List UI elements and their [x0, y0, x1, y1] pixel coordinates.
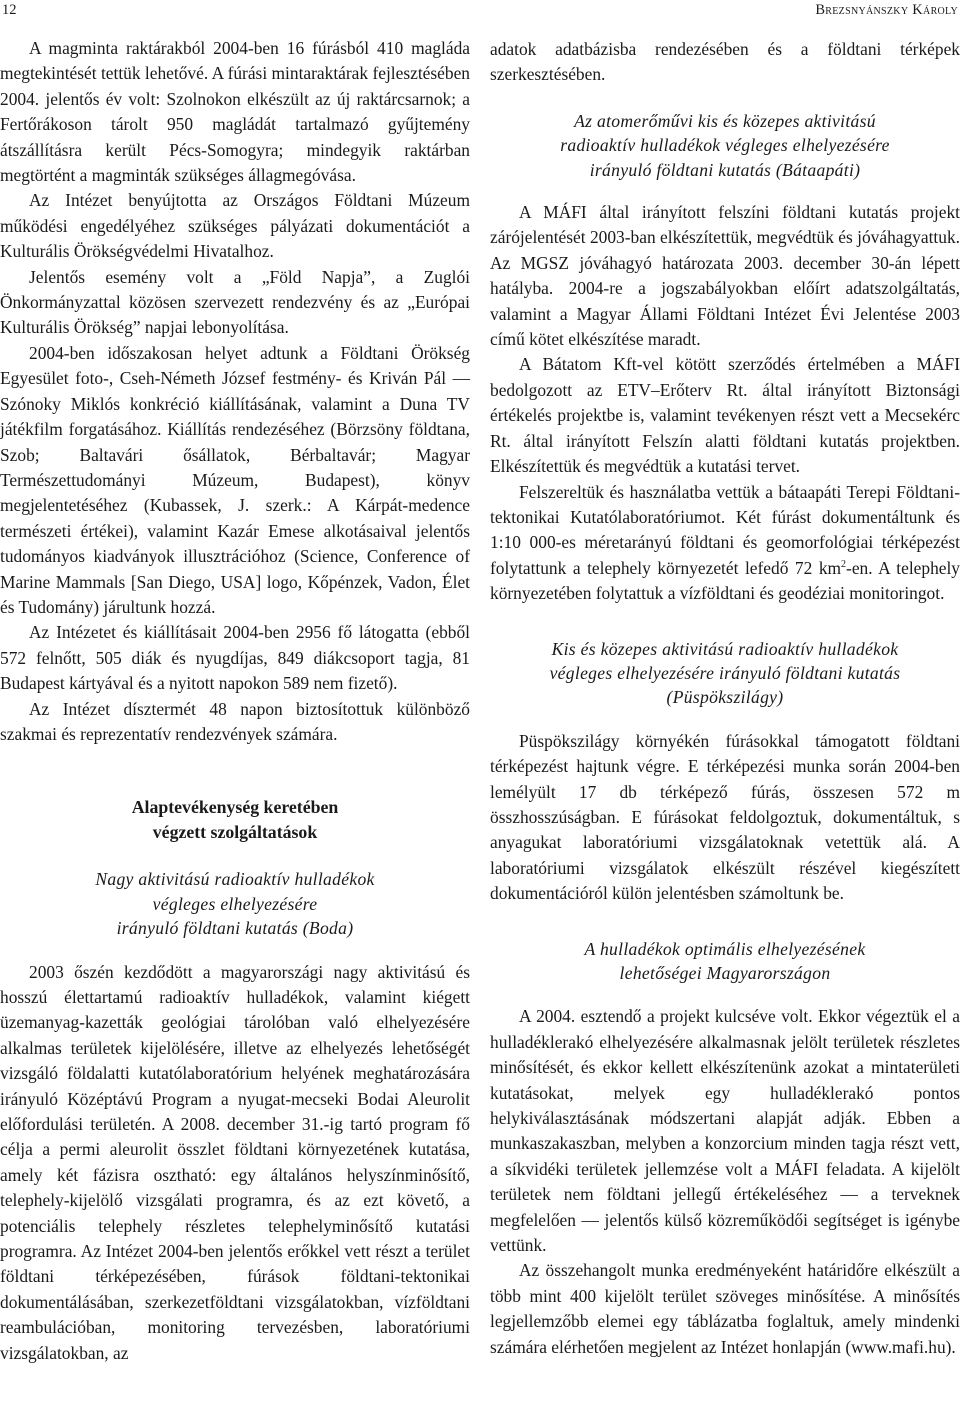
paragraph-puspokszilagy-drilling: Püspökszilágy környékén fúrásokkal támogatott földtani térképezést hajtunk végre. E térképezési munka során 2004-ben lemélyült 17 db térképező fúrás, összesen 572 m összhosszúságban. E fúrásokat feldolgoztuk, dokumentáltuk, s anyagukat laboratóriumi vizsgálatoknak vetettük alá. A laboratóriumi vizsgálatok elkészült részével kiegészített dokumentációról külön jelentésben számoltunk be. [490, 730, 960, 904]
paragraph-batatom-contract: A Bátatom Kft-vel kötött szerződés értelmében a MÁFI bedolgozott az ETV–Erőterv Rt. által irányított Biztonsági értékelés projektbe is, valamint tevékenyen részt vett a Mecsekérc Rt. által irányított Felszín alatti földtani kutatás projektben. Elkészítettük és megvédtük a kutatási tervet. [490, 354, 960, 477]
paragraph-exhibitions: 2004-ben időszakosan helyet adtunk a Földtani Örökség Egyesület foto-, Cseh-Németh József festmény- és Kriván Pál — Szónoky Miklós konkréció kiállításának, valamint a Duna TV játékfilm forgatásához. Kiállítás rendezéséhez (Börzsöny földtana, Szob; Baltavári ősállatok, Bérbaltavár; Magyar Természettudományi Múzeum, Budapest), könyv megjelentetéséhez (Kubassek, J. szerk.: A Kárpát-medence természeti értékei), valamint Kazár Emese alkotásaival jelentős tudományos kiadványok illusztrációhoz (Science, Conference of Marine Mammals [San Diego, USA] logo, Kőpénzek, Vadon, Élet és Tudomány) járultunk hozzá. [0, 342, 470, 617]
subheading-boda-line-1: Nagy aktivitású radioaktív hulladékok [95, 869, 375, 890]
paragraph-ceremonial-hall: Az Intézet dísztermét 48 napon biztosítottuk különböző szakmai és reprezentatív rendezvények számára. [0, 698, 470, 744]
paragraph-visitors: Az Intézetet és kiállításait 2004-ben 2956 fő látogatta (ebből 572 felnőtt, 505 diák és nyugdíjas, 849 diákcsoport tagja, 81 Budapest kártyával és a nyitott napokon 589 nem fizető). [0, 622, 470, 694]
paragraph-boda-program: 2003 őszén kezdődött a magyarországi nagy aktivitású és hosszú élettartamú radioaktív hulladékok, valamint kiégett üzemanyag-kazetták geológiai tárolóban való elhelyezésére alkalmas területek kijelölésére, illetve az elhelyezés lehetőségét vizsgáló földalatti kutatólaboratórium helyének meghatározására irányuló Középtávú Program a nyugat-mecseki Bodai Aleurolit előfordulási területén. A 2008. december 31.-ig tartó program fő célja a permi aleurolit összlet földtani környezetének kutatása, amely két fázisra osztható: egy általános helyszínminősítő, telephely-kijelölő vizsgálati programra, és az ezt követő, a potenciális telephely részletes telephelyminősítő kutatási programra. Az Intézet 2004-ben jelentős erőkkel vett részt a terület földtani térképezésében, fúrások földtani-tektonikai dokumentálásában, szerkezetföldtani vizsgálatokban, vízföldtani reambulációban, monitoring tervezésben, laboratóriumi vizsgálatokban, az [0, 961, 470, 1363]
subheading-puspokszilagy-line-3: (Püspökszilágy) [666, 687, 784, 708]
left-column [0, 36, 470, 1366]
subheading-optimal-placement-line-2: lehetőségei Magyarországon [619, 963, 831, 983]
subheading-puspokszilagy-line-1: Kis és közepes aktivitású radioaktív hulladékok [551, 638, 899, 659]
subheading-boda-line-2: végleges elhelyezésére [152, 893, 318, 914]
paragraph-mafi-project: A MÁFI által irányított felszíni földtani kutatás projekt zárójelentését 2003-ban elkészítettük, megvédtük és jóváhagyattuk. Az MGSZ jóváhagyó határozata 2003. december 30-án lépett hatályba. 2004-re a jogszabályokban előírt adatszolgáltatás, valamint a Magyar Állami Földtani Intézet Évi Jelentése 2003 című kötet elkészítése maradt. [490, 202, 960, 350]
right-column [490, 37, 960, 1360]
subheading-optimal-placement-line-1: A hulladékok optimális elhelyezésének [584, 938, 866, 959]
paragraph-continuation: adatok adatbázisba rendezésében és a földtani térképek szerkesztésében. [490, 39, 960, 85]
lab-text-start: Felszereltük és használatba vettük a bátaapáti Terepi Földtani-tektonikai Kutatólaboratóriumot. Két fúrást dokumentáltunk és 1:10 000-es méretarányú földtani és geomorfológiai térképezést folytattunk a telephely környezetét lefedő 72 km [490, 481, 960, 578]
subheading-boda-line-3: irányuló földtani kutatás (Boda) [116, 918, 354, 939]
subheading-puspokszilagy-line-2: végleges elhelyezésére irányuló földtani kutatás [549, 662, 901, 683]
paragraph-earth-day: Jelentős esemény volt a „Föld Napja”, a Zuglói Önkormányzattal közösen szervezett rendezvény és az „Európai Kulturális Örökség” napjai lebonyolítása. [0, 266, 470, 338]
section-heading-line-2: végzett szolgáltatások [152, 822, 318, 843]
section-heading-line-1: Alaptevékenység keretében [131, 797, 339, 818]
subheading-bataapati-line-3: irányuló földtani kutatás (Bátaapáti) [589, 159, 861, 180]
page-header [0, 0, 960, 22]
subheading-bataapati-line-1: Az atomerőművi kis és közepes aktivitású [574, 110, 876, 131]
paragraph-results-published: Az összehangolt munka eredményeként határidőre elkészült a több mint 400 kijelölt terület szöveges minősítése. A minősítés legjellemzőbb elemei egy táblázatba foglaltuk, amely mindenki számára elérhetően megjelent az Intézet honlapján (www.mafi.hu). [490, 1260, 960, 1357]
lab-text-end: -en. A telephely környezetében folytattuk a vízföldtani és geodéziai monitoringot. [490, 557, 960, 604]
superscript-2: 2 [841, 558, 847, 570]
subheading-bataapati-line-2: radioaktív hulladékok végleges elhelyezésére [560, 135, 890, 156]
paragraph-key-year: A 2004. esztendő a projekt kulcséve volt. Ekkor végeztük el a hulladéklerakó elhelyezésére alkalmasnak jelölt területek részletes minősítését, és ekkor kellett elkészítenünk azokat a mintaterületi kutatásokat, melyek egy hulladéklerakó pontos helykiválasztásának módszertani alapját adják. Ebben a munkaszakaszban, melyben a konzorcium minden tagja részt vett, a síkvidéki területek jellemzése volt a MÁFI feladata. A kijelölt területek nem földtani jellegű értékeléséhez — a terveknek megfelelően — jelentős külső közreműködői segítséget is igénybe vettünk. [490, 1006, 960, 1256]
paragraph-field-laboratory [490, 480, 960, 607]
running-head-author: Brezsnyánszky Károly [815, 2, 958, 18]
page-number: 12 [2, 2, 17, 18]
paragraph-museum-license: Az Intézet benyújtotta az Országos Földtani Múzeum működési engedélyéhez szükséges pályázati dokumentációt a Kulturális Örökségvédelmi Hivatalhoz. [0, 190, 470, 262]
paragraph-core-storage: A magminta raktárakból 2004-ben 16 fúrásból 410 magláda megtekintését tettük lehetővé. A fúrási mintaraktárak fejlesztésében 2004. jelentős év volt: Szolnokon elkészült az új raktárcsarnok; a Fertőrákoson tárolt 950 magládát tartalmazó gyűjtemény átszállításra került Pécs-Somogyra; mindegyik raktárban megtörtént a magminták szükséges állagmegóvása. [0, 38, 470, 186]
